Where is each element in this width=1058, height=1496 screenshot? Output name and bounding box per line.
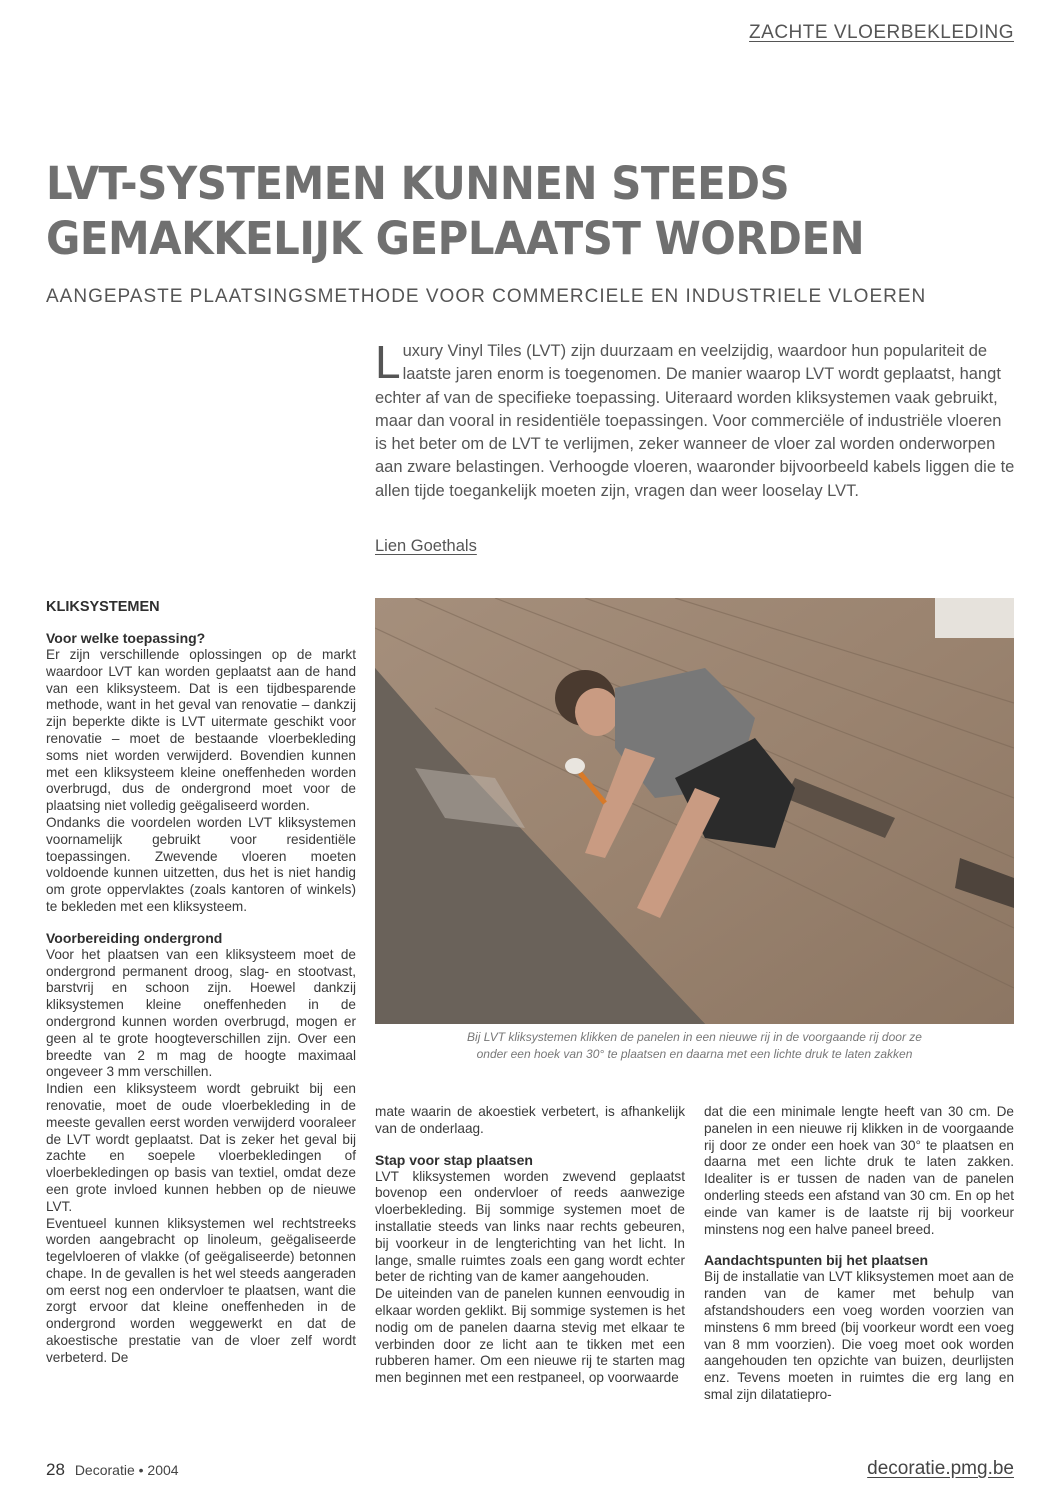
paragraph: Ondanks die voordelen worden LVT kliksystemen voornamelijk gebruikt voor residentiële toepassingen. Zwevende vloeren moeten voldoende kunnen uitzetten, dus het is niet handig om grote oppervlaktes (zoals kantoren of winkels) te bekleden met een kliksysteem.	[46, 814, 356, 914]
subheading-voorbereiding: Voorbereiding ondergrond	[46, 929, 223, 946]
subheading-toepassing: Voor welke toepassing?	[46, 630, 206, 646]
article-subtitle: AANGEPASTE PLAATSINGSMETHODE VOOR COMMERCIELE EN INDUSTRIELE VLOEREN	[46, 286, 927, 307]
author-byline: Lien Goethals	[375, 537, 477, 555]
footer-folio	[46, 1460, 179, 1480]
article-title-line-2: GEMAKKELIJK GEPLAATST WORDEN	[46, 212, 865, 265]
paragraph: dat die een minimale lengte heeft van 30 cm. De panelen in een nieuwe rij klikken in de voorgaande rij door ze onder een hoek van 30° te plaatsen en daarna met een lichte druk te laten zakken. Idealiter is er tussen de naden van de panelen onderling steeds een afstand van 30 cm. En op het einde van kamer is de laatste rij bij voorkeur minstens nog een halve paneel breed.	[704, 1104, 1014, 1237]
paragraph: mate waarin de akoestiek verbetert, is afhankelijk van de onderlaag.	[375, 1104, 685, 1136]
article-title-line-1: LVT-SYSTEMEN KUNNEN STEEDS	[46, 157, 790, 210]
section-label: ZACHTE VLOERBEKLEDING	[749, 22, 1014, 43]
article-intro	[375, 336, 1015, 503]
floor-installation-image	[375, 598, 1014, 1024]
intro-text: uxury Vinyl Tiles (LVT) zijn duurzaam en veelzijdig, waardoor hun populariteit de laatste jaren enorm is toegenomen. De manier waarop LVT wordt geplaatst, hangt echter af van de specifieke toepassing. Uiteraard worden kliksystemen vaak gebruikt, maar dan vooral in residentiële toepassingen. Voor commerciële of industriële vloeren is het beter om de LVT te verlijmen, zeker wanneer de vloer zal worden onderworpen aan zware belastingen. Verhoogde vloeren, waaronder bijvoorbeeld kabels liggen die te allen tijde toegankelijk moeten zijn, vragen dan weer looselay LVT.	[375, 342, 1015, 500]
column-2	[375, 1104, 685, 1387]
caption-line-2: onder een hoek van 30° te plaatsen en daarna met een lichte druk te laten zakken	[476, 1047, 913, 1061]
intro-drop-cap: L	[375, 336, 401, 388]
photo-caption	[375, 1029, 1014, 1063]
column-1	[46, 598, 356, 1367]
paragraph: Voor het plaatsen van een kliksysteem moet de ondergrond permanent droog, slag- en stootvast, barstvrij en schoon zijn. Hoewel dankzij kliksystemen kleine oneffenheden in de ondergrond kunnen worden overbrugd, mogen er geen al te grote hoogteverschillen zijn. Over een breedte van 2 m mag de hoogte maximaal ongeveer 3 mm verschillen.	[46, 946, 356, 1080]
magazine-issue: Decoratie • 2004	[74, 1462, 179, 1478]
caption-line-1: Bij LVT kliksystemen klikken de panelen in een nieuwe rij in de voorgaande rij door ze	[467, 1030, 922, 1044]
subheading-stap-voor-stap: Stap voor stap plaatsen	[375, 1151, 533, 1168]
page-number: 28	[46, 1460, 65, 1479]
article-photo	[375, 598, 1014, 1024]
paragraph: Er zijn verschillende oplossingen op de markt waardoor LVT kan worden geplaatst aan de hand van een kliksysteem. Dat is een tijdbesparende methode, want in het geval van renovatie – dankzij zijn beperkte dikte is LVT uitermate geschikt voor renovatie – moet de bestaande vloerbekleding soms niet worden verwijderd. Bovendien kunnen met een kliksysteem kleine oneffenheden worden overbrugd, dus de ondergrond moet voor de plaatsing niet volledig geëgaliseerd worden.	[46, 647, 356, 814]
article-title	[46, 156, 939, 266]
subheading-aandachtspunten: Aandachtspunten bij het plaatsen	[704, 1252, 929, 1269]
column-3	[704, 1104, 1014, 1404]
paragraph: Eventueel kunnen kliksystemen wel rechtstreeks worden aangebracht op linoleum, geëgaliseerde tegelvloeren of vlakke (of geëgaliseerde) betonnen chape. In de gevallen is het wel steeds aangeraden om eerst nog een ondervloer te plaatsen, want die zorgt ervoor dat kleine oneffenheden in de ondergrond worden weggewerkt en dat de akoestische prestatie van de vloer zelf wordt verbeterd. De	[46, 1215, 356, 1365]
section-heading: KLIKSYSTEMEN	[46, 599, 160, 615]
paragraph: Indien een kliksysteem wordt gebruikt bij een renovatie, moet de oude vloerbekleding in de meeste gevallen eerst worden verwijderd vooraleer de LVT wordt geplaatst. Dat is zeker het geval bij zachte en soepele vloerbekledingen of vloerbekledingen op basis van textiel, omdat deze een grote invloed kunnen hebben op de nieuwe LVT.	[46, 1081, 356, 1214]
paragraph: Bij de installatie van LVT kliksystemen moet aan de randen van de kamer met behulp van afstandshouders een voeg worden voorzien van minstens 6 mm breed (bij voorkeur wordt een voeg van 8 mm voorzien). Die voeg moet ook worden aangehouden ten opzichte van buizen, deurlijsten enz. Tevens moeten in ruimtes die erg lang en smal zijn dilatatiepro-	[704, 1269, 1014, 1402]
website-link[interactable]: decoratie.pmg.be	[867, 1458, 1014, 1479]
paragraph: De uiteinden van de panelen kunnen eenvoudig in elkaar worden geklikt. Bij sommige systemen is het nodig om de panelen daarna stevig met elkaar te verbinden door ze licht aan te tikken met een rubberen hamer. Om een nieuwe rij te starten mag men beginnen met een restpaneel, op voorwaarde	[375, 1286, 685, 1386]
paragraph: LVT kliksystemen worden zwevend geplaatst bovenop een ondervloer of reeds aanwezige vloerbekleding. Bij sommige systemen moet de installatie steeds van links naar rechts gebeuren, bij voorkeur in de lengterichting van het licht. In lange, smalle ruimtes zoals een gang wordt echter beter de richting van de kamer aangehouden.	[375, 1168, 685, 1285]
